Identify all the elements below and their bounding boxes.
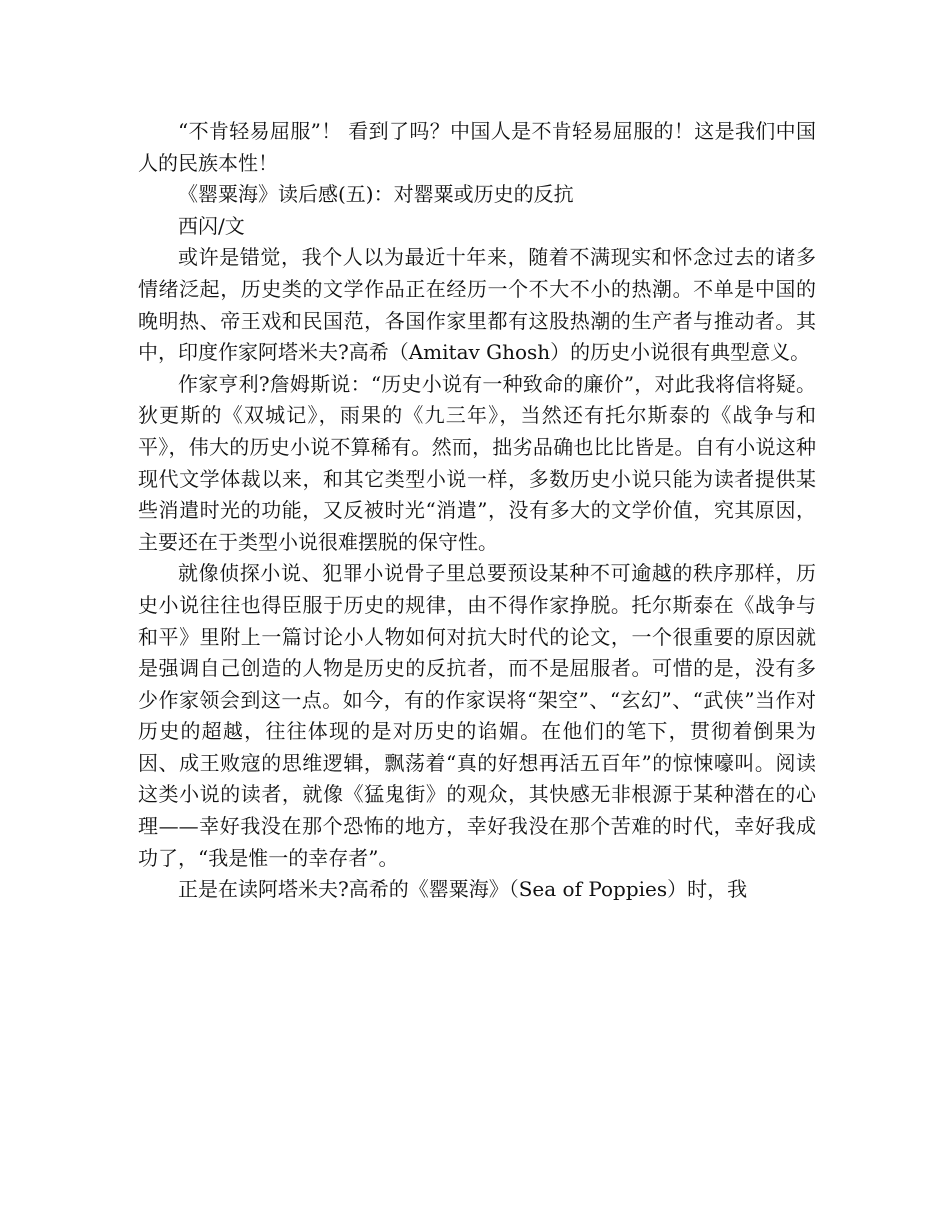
paragraph-2: 作家亨利?詹姆斯说：“历史小说有一种致命的廉价”，对此我将信将疑。狄更斯的《双城记》，雨果的《九三年》，当然还有托尔斯泰的《战争与和平》，伟大的历史小说不算稀有。然而，拙劣品确也比比皆是。自有小说这种现代文学体裁以来，和其它类型小说一样，多数历史小说只能为读者提供某些消遣时光的功能，又反被时光“消遣”，没有多大的文学价值，究其原因，主要还在于类型小说很难摆脱的保守性。 — [138, 371, 816, 554]
section-title: 《罂粟海》读后感(五)：对罂粟或历史的反抗 — [178, 182, 574, 207]
paragraph-intro: “不肯轻易屈服”！ 看到了吗？中国人是不肯轻易屈服的！这是我们中国人的民族本性！ — [138, 119, 816, 175]
document-page — [138, 116, 816, 906]
paragraph-1: 或许是错觉，我个人以为最近十年来，随着不满现实和怀念过去的诸多情绪泛起，历史类的文学作品正在经历一个不大不小的热潮。不单是中国的晚明热、帝王戏和民国范，各国作家里都有这股热潮的生产者与推动者。其中，印度作家阿塔米夫?高希（Amitav Ghosh）的历史小说很有典型意义。 — [138, 245, 816, 365]
author-byline: 西闪/文 — [178, 213, 245, 238]
paragraph-3: 就像侦探小说、犯罪小说骨子里总要预设某种不可逾越的秩序那样，历史小说往往也得臣服于历史的规律，由不得作家挣脱。托尔斯泰在《战争与和平》里附上一篇讨论小人物如何对抗大时代的论文，一个很重要的原因就是强调自己创造的人物是历史的反抗者，而不是屈服者。可惜的是，没有多少作家领会到这一点。如今，有的作家误将“架空”、“玄幻”、“武侠”当作对历史的超越，往往体现的是对历史的谄媚。在他们的笔下，贯彻着倒果为因、成王败寇的思维逻辑，飘荡着“真的好想再活五百年”的惊悚嚎叫。阅读这类小说的读者，就像《猛鬼街》的观众，其快感无非根源于某种潜在的心理——幸好我没在那个恐怖的地方，幸好我没在那个苦难的时代，幸好我成功了，“我是惟一的幸存者”。 — [138, 561, 816, 870]
paragraph-4: 正是在读阿塔米夫?高希的《罂粟海》（Sea of Poppies）时，我 — [178, 877, 748, 902]
